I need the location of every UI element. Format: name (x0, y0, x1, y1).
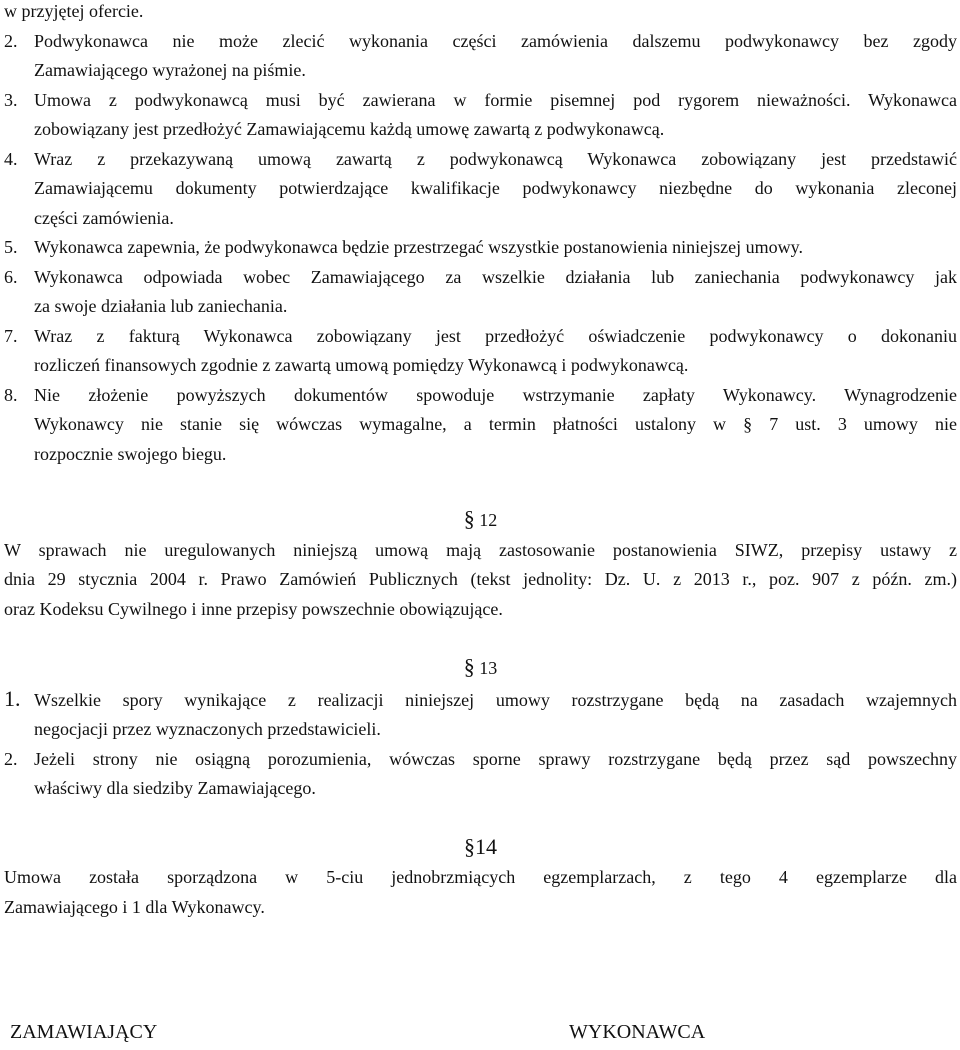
signature-contracting-party: ZAMAWIAJĄCY (10, 1021, 158, 1043)
item-line: za swoje działania lub zaniechania. (34, 296, 288, 316)
section-13-heading (4, 652, 957, 684)
item-line: negocjacji przez wyznaczonych przedstawicieli. (34, 719, 381, 739)
item-4 (4, 145, 957, 234)
paragraph-line: Zamawiającego i 1 dla Wykonawcy. (4, 896, 265, 917)
section-number: §14 (464, 833, 497, 859)
item-number: 8. (4, 384, 18, 405)
item-line: Nie złożenie powyższych dokumentów spowoduje wstrzymanie zapłaty Wykonawcy. Wynagrodzenie (34, 384, 957, 405)
intro-line: w przyjętej ofercie. (4, 1, 144, 21)
item-line: Wykonawcy nie stanie się wówczas wymagalne, a termin płatności ustalony w § 7 ust. 3 umowy nie (34, 414, 957, 434)
section-sign: § (463, 506, 475, 531)
section-13-items (4, 684, 957, 804)
subcontractor-items (4, 27, 957, 470)
section-number: 13 (479, 658, 498, 678)
paragraph-line: dnia 29 stycznia 2004 r. Prawo Zamówień Publicznych (tekst jednolity: Dz. U. z 2013 r., poz. 907 z późn. zm.) (4, 569, 957, 589)
paragraph-line: oraz Kodeksu Cywilnego i inne przepisy powszechnie obowiązujące. (4, 598, 503, 619)
item-line: części zamówienia. (34, 207, 174, 228)
item-line: Wykonawca zapewnia, że podwykonawca będzie przestrzegać wszystkie postanowienia niniejszej umowy. (34, 237, 803, 257)
item-line: Wykonawca odpowiada wobec Zamawiającego za wszelkie działania lub zaniechania podwykonawcy jak (34, 266, 957, 287)
item-number: 2. (4, 748, 18, 769)
item-number: 2. (4, 30, 18, 51)
item-number: 6. (4, 266, 18, 287)
section-13-item-2 (4, 745, 957, 804)
signature-contractor: WYKONAWCA (569, 1021, 706, 1043)
section-sign: § (463, 654, 475, 679)
item-number: 1. (4, 685, 21, 711)
item-5 (4, 233, 957, 263)
item-line: Podwykonawca nie może zlecić wykonania części zamówienia dalszemu podwykonawcy bez zgody (34, 30, 957, 51)
item-line: Zamawiającemu dokumenty potwierdzające kwalifikacje podwykonawcy niezbędne do wykonania zleconej (34, 178, 957, 198)
item-7 (4, 322, 957, 381)
item-line: zobowiązany jest przedłożyć Zamawiającemu każdą umowę zawartą z podwykonawcą. (34, 119, 665, 139)
section-13-item-1 (4, 684, 957, 745)
item-line: rozliczeń finansowych zgodnie z zawartą umową pomiędzy Wykonawcą i podwykonawcą. (34, 355, 689, 375)
item-line: Jeżeli strony nie osiągną porozumienia, wówczas sporne sprawy rozstrzygane będą przez sąd powszechny (34, 748, 957, 769)
item-number: 5. (4, 237, 18, 257)
item-line: Umowa z podwykonawcą musi być zawierana w formie pisemnej pod rygorem nieważności. Wykonawca (34, 89, 957, 110)
section-14-paragraph (4, 863, 957, 922)
item-2 (4, 27, 957, 86)
section-12-paragraph (4, 536, 957, 625)
item-6 (4, 263, 957, 322)
paragraph-line: Umowa została sporządzona w 5-ciu jednobrzmiących egzemplarzach, z tego 4 egzemplarze dla (4, 867, 957, 887)
paragraph-line: W sprawach nie uregulowanych niniejszą umową mają zastosowanie postanowienia SIWZ, przepisy ustawy z (4, 539, 957, 560)
item-line: właściwy dla siedziby Zamawiającego. (34, 778, 316, 798)
item-3 (4, 86, 957, 145)
item-line: rozpocznie swojego biegu. (34, 443, 227, 464)
section-number: 12 (479, 510, 498, 530)
item-line: Zamawiającego wyrażonej na piśmie. (34, 60, 306, 80)
item-line: Wraz z przekazywaną umową zawartą z podwykonawcą Wykonawca zobowiązany jest przedstawić (34, 148, 957, 169)
document-page (4, 0, 957, 922)
item-line: Wszelkie spory wynikające z realizacji niniejszej umowy rozstrzygane będą na zasadach wzajemnych (34, 689, 957, 710)
section-14-heading (4, 832, 957, 864)
item-8 (4, 381, 957, 470)
item-number: 7. (4, 325, 18, 346)
item-number: 4. (4, 148, 18, 169)
section-12-heading (4, 504, 957, 536)
item-line: Wraz z fakturą Wykonawca zobowiązany jest przedłożyć oświadczenie podwykonawcy o dokonaniu (34, 325, 957, 346)
intro-paragraph (4, 0, 957, 27)
item-number: 3. (4, 89, 18, 110)
